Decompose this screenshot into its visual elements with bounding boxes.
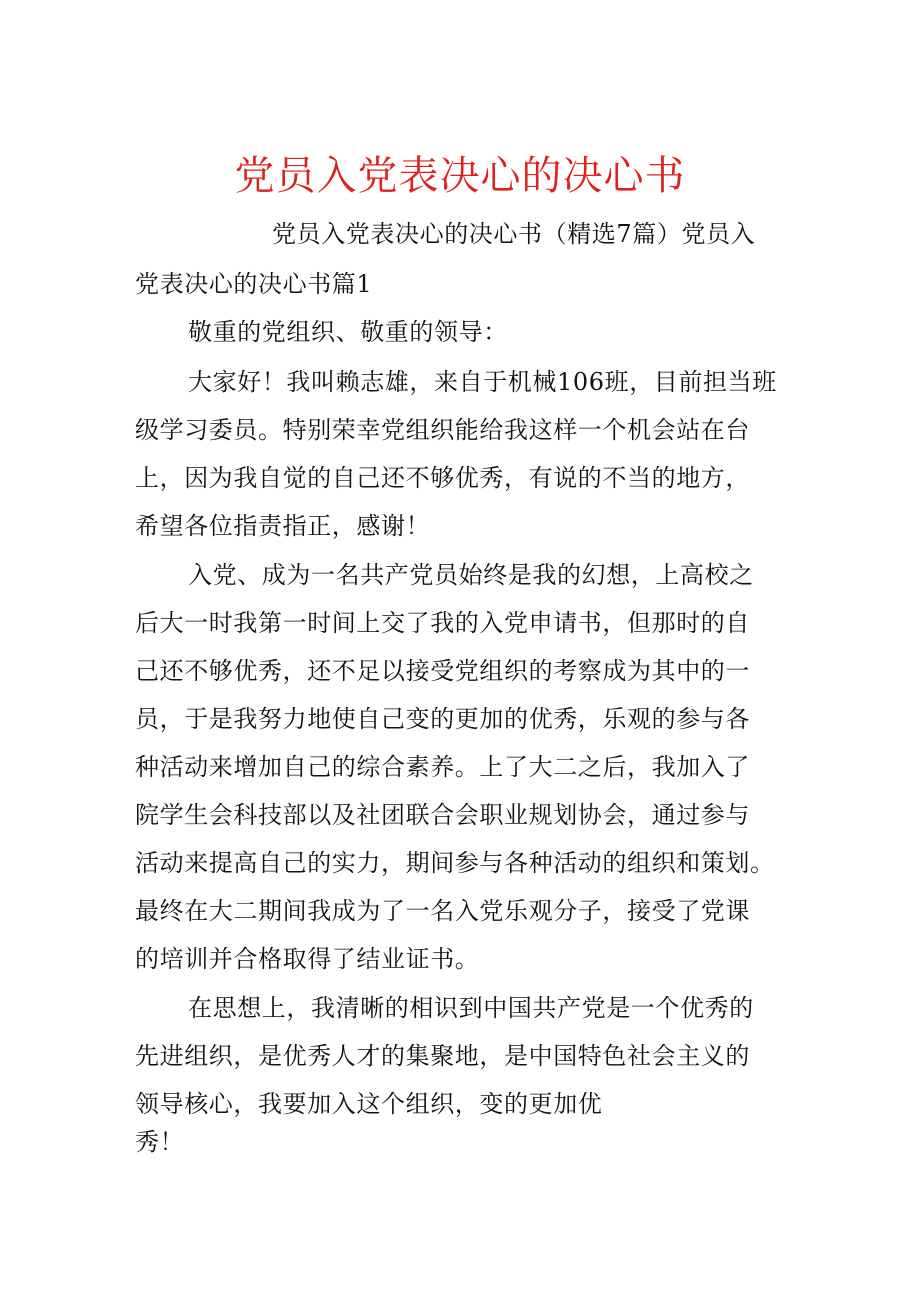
text-line: 党表决心的决心书篇1 xyxy=(135,270,373,298)
text-line: 党员入党表决心的决心书（精选7篇）党员入 xyxy=(272,220,756,248)
text-line: 上，因为我自觉的自己还不够优秀，有说的不当的地方， xyxy=(135,464,750,492)
text-line: 己还不够优秀，还不足以接受党组织的考察成为其中的一 xyxy=(135,657,750,685)
salutation: 敬重的党组织、敬重的领导： xyxy=(188,318,508,346)
text-line: 院学生会科技部以及社团联合会职业规划协会，通过参与 xyxy=(135,801,750,829)
text-line: 大家好！我叫赖志雄，来自于机械106班，目前担当班 xyxy=(188,368,777,396)
text-line: 种活动来增加自己的综合素养。上了大二之后，我加入了 xyxy=(135,753,750,781)
text-line: 员，于是我努力地使自己变的更加的优秀，乐观的参与各 xyxy=(135,705,750,733)
document-title: 党员入党表决心的决心书 xyxy=(234,153,686,199)
text-line: 在思想上，我清晰的相识到中国共产党是一个优秀的 xyxy=(188,994,754,1022)
text-line: 的培训并合格取得了结业证书。 xyxy=(135,945,480,973)
text-line: 入党、成为一名共产党员始终是我的幻想，上高校之 xyxy=(188,561,754,589)
text-line: 秀！ xyxy=(135,1128,185,1156)
text-line: 希望各位指责指正，感谢！ xyxy=(135,512,431,540)
text-line: 级学习委员。特别荣幸党组织能给我这样一个机会站在台 xyxy=(135,416,750,444)
text-line: 后大一时我第一时间上交了我的入党申请书，但那时的自 xyxy=(135,609,750,637)
text-line: 最终在大二期间我成为了一名入党乐观分子，接受了党课 xyxy=(135,897,750,925)
text-line: 先进组织，是优秀人才的集聚地，是中国特色社会主义的 xyxy=(135,1042,750,1070)
text-line: 领导核心，我要加入这个组织，变的更加优 xyxy=(135,1090,603,1118)
text-line: 活动来提高自己的实力，期间参与各种活动的组织和策划。 xyxy=(135,849,775,877)
